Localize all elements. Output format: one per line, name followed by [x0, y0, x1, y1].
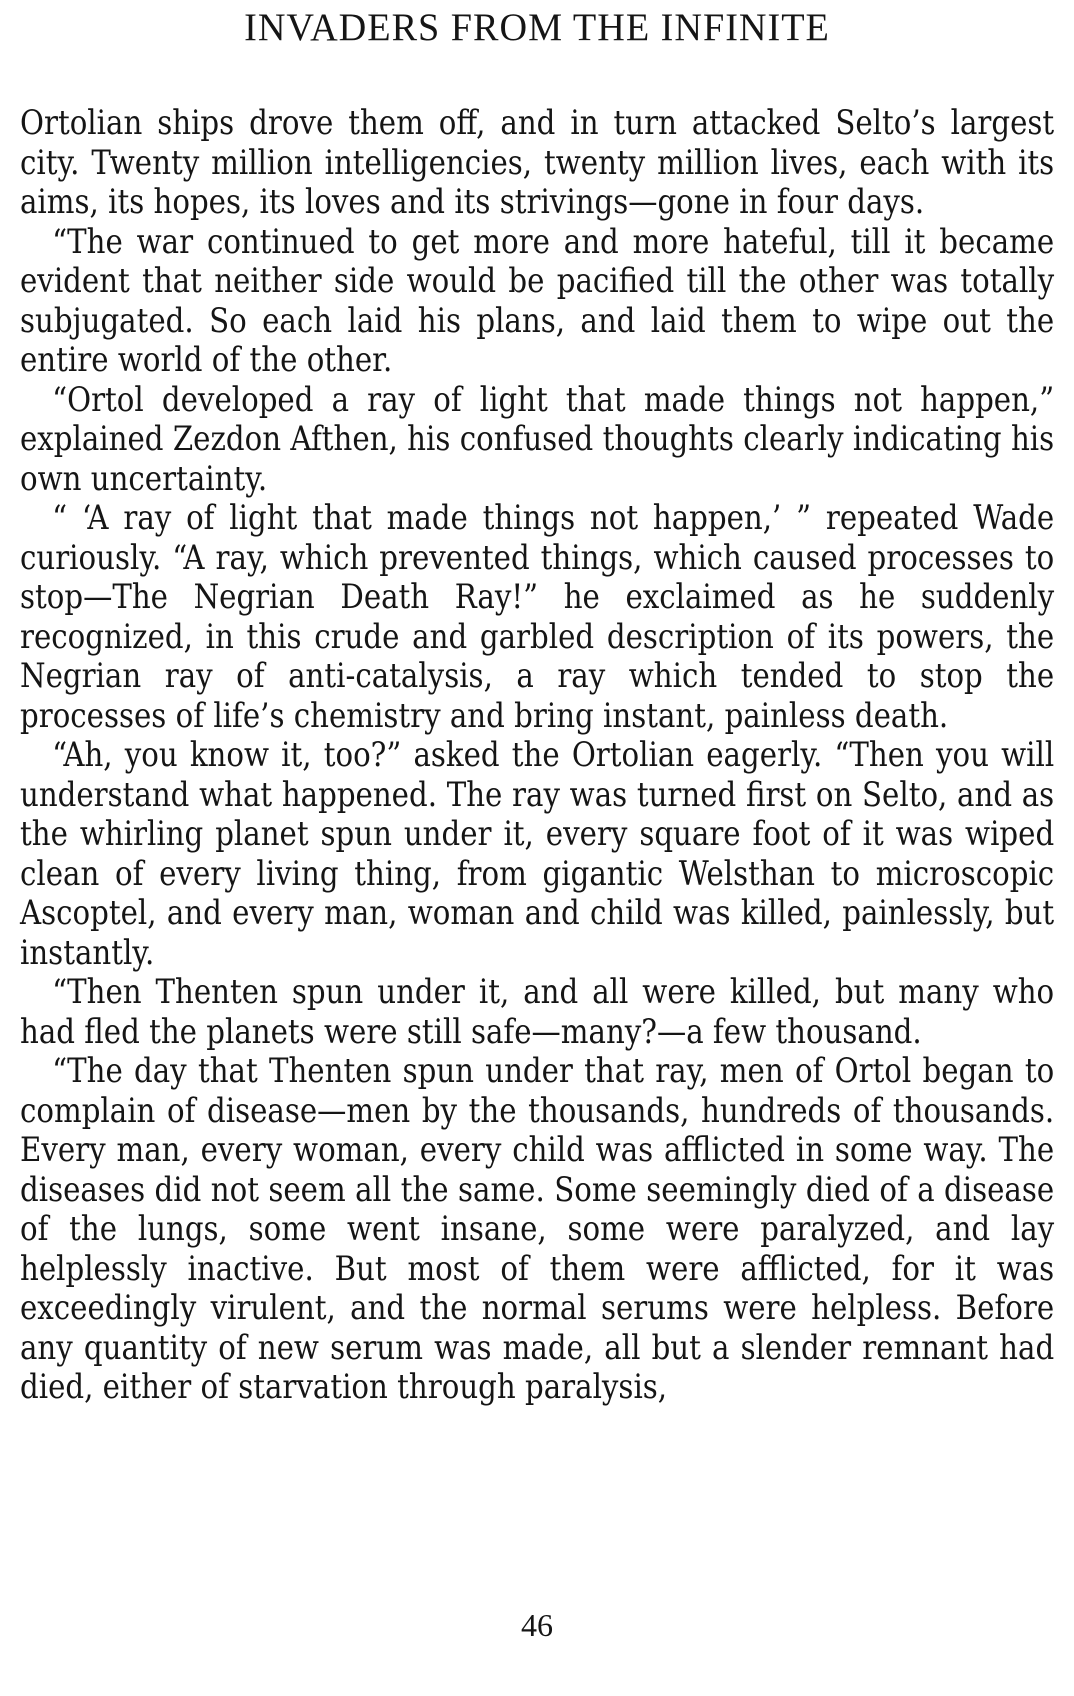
paragraph: “ ‘A ray of light that made things not happen,’ ” repeated Wade curiously. “A ray, which prevented things, which caused processes to stop—The Negrian Death Ray!” he exclaimed as he suddenly recognized, in this crude and garbled description of its powers, the Negrian ray of anti-catalysis, a ray which tended to stop the processes of life’s chemistry and bring instant, painless death.	[20, 498, 1055, 736]
running-head: INVADERS FROM THE INFINITE	[244, 6, 830, 49]
paragraph: “Ah, you know it, too?” asked the Ortolian eagerly. “Then you will understand what happened. The ray was turned first on Selto, and as the whirling planet spun under it, every square foot of it was wiped clean of every living thing, from gigantic Welsthan to microscopic Ascoptel, and every man, woman and child was killed, painlessly, but instantly.	[20, 735, 1055, 973]
paragraph: “Then Thenten spun under it, and all were killed, but many who had fled the planets were still safe—many?—a few thousand.	[20, 972, 1055, 1052]
body-text	[20, 104, 1054, 1408]
paragraph: “The war continued to get more and more hateful, till it became evident that neither side would be pacified till the other was totally subjugated. So each laid his plans, and laid them to wipe out the entire world of the other.	[20, 221, 1055, 380]
paragraph: “The day that Thenten spun under that ray, men of Ortol began to complain of disease—men by the thousands, hundreds of thousands. Every man, every woman, every child was afflicted in some way. The diseases did not seem all the same. Some seemingly died of a disease of the lungs, some went insane, some were paralyzed, and lay helplessly inactive. But most of them were afflicted, for it was exceedingly virulent, and the normal serums were helpless. Before any quantity of new serum was made, all but a slender remnant had died, either of starvation through paralysis,	[20, 1051, 1055, 1407]
page-number: 46	[521, 1607, 553, 1643]
paragraph: Ortolian ships drove them off, and in turn attacked Selto’s largest city. Twenty million intelligencies, twenty million lives, each with its aims, its hopes, its loves and its strivings—gone in four days.	[20, 103, 1055, 222]
paragraph: “Ortol developed a ray of light that made things not happen,” explained Zezdon Afthen, his confused thoughts clearly indicating his own uncertainty.	[20, 379, 1055, 499]
